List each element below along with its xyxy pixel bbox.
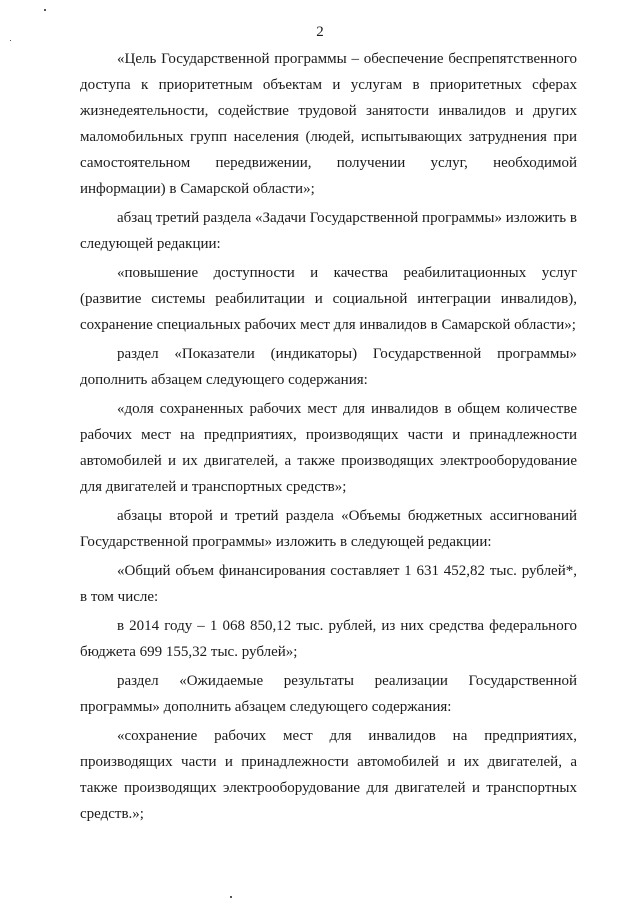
paragraph-budget-2014: в 2014 году – 1 068 850,12 тыс. рублей, из них средства федерального бюджета 699 155,32 тыс. рублей»; — [80, 618, 577, 660]
paragraph-indicators-amendment: раздел «Показатели (индикаторы) Государственной программы» дополнить абзацем следующего содержания: — [80, 346, 577, 388]
paragraph-results-text: «сохранение рабочих мест для инвалидов на предприятиях, производящих части и принадлежности автомобилей и их двигателей, а также производящих электрооборудование для двигателей и транспортных средств.»; — [80, 728, 577, 822]
paragraph-budget-amendment: абзацы второй и третий раздела «Объемы бюджетных ассигнований Государственной программы» изложить в следующей редакции: — [80, 508, 577, 550]
paragraph-results-amendment: раздел «Ожидаемые результаты реализации Государственной программы» дополнить абзацем следующего содержания: — [80, 673, 577, 715]
paragraph-tasks-amendment: абзац третий раздела «Задачи Государственной программы» изложить в следующей редакции: — [80, 210, 577, 252]
paragraph-budget-total: «Общий объем финансирования составляет 1 631 452,82 тыс. рублей*, в том числе: — [80, 563, 577, 605]
document-body — [80, 46, 577, 830]
paragraph-indicators-text: «доля сохраненных рабочих мест для инвалидов в общем количестве рабочих мест на предприятиях, производящих части и принадлежности автомобилей и их двигателей, а также производящих электрооборудование для двигателей и транспортных средств»; — [80, 401, 577, 495]
scan-speck — [44, 9, 46, 11]
page-number: 2 — [316, 24, 324, 40]
paragraph-program-goal: «Цель Государственной программы – обеспечение беспрепятственного доступа к приоритетным объектам и услугам в приоритетных сферах жизнедеятельности, содействие трудовой занятости инвалидов и других маломобильных групп населения (людей, испытывающих затруднения при самостоятельном передвижении, получении услуг, необходимой информации) в Самарской области»; — [80, 51, 577, 197]
scan-speck — [230, 896, 232, 898]
paragraph-tasks-text: «повышение доступности и качества реабилитационных услуг (развитие системы реабилитации и социальной интеграции инвалидов), сохранение специальных рабочих мест для инвалидов в Самарской области»; — [80, 265, 577, 333]
